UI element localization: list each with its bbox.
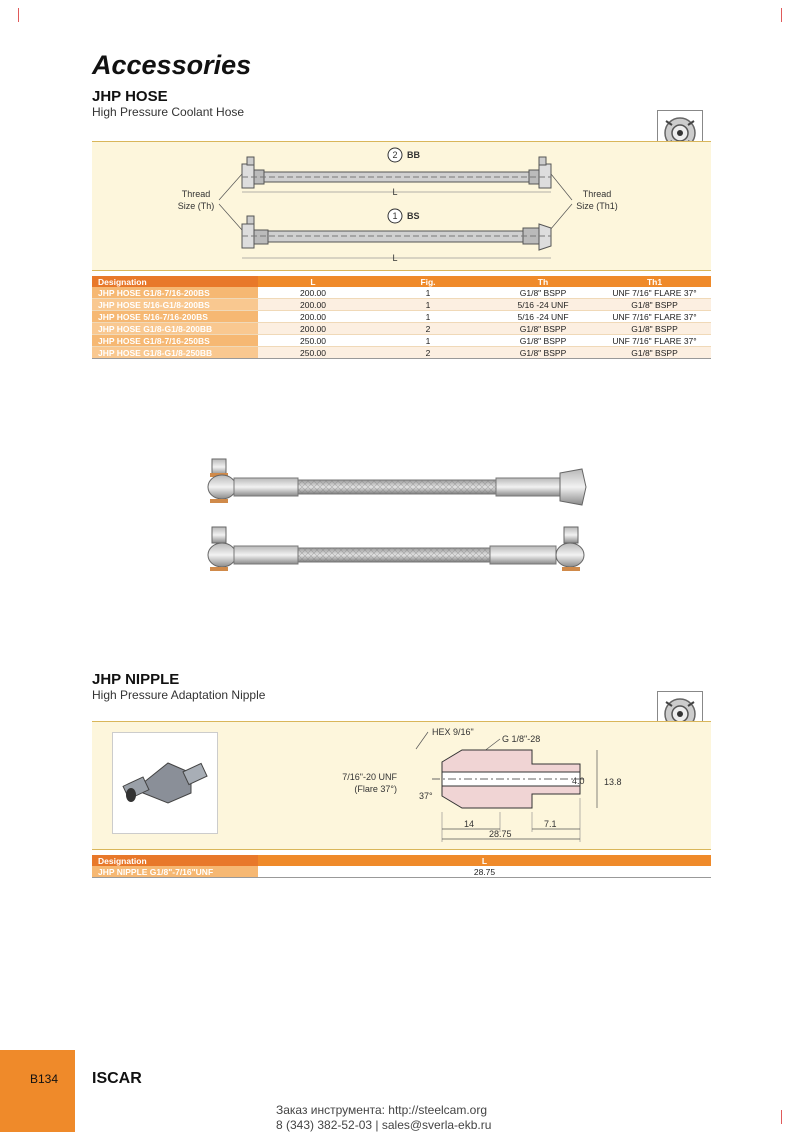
row-designation: JHP HOSE G1/8-7/16-200BS [92, 287, 258, 299]
fig-2-number: 2 [392, 150, 398, 160]
bore-dim: 4.0 [572, 776, 585, 786]
nipple-section-subtitle: High Pressure Adaptation Nipple [92, 688, 266, 702]
row-th: G1/8" BSPP [488, 347, 598, 359]
hex-height-dim: 13.8 [604, 777, 622, 787]
page-number-tab [0, 1050, 75, 1132]
table-row [92, 335, 711, 347]
col-th: Th [488, 276, 598, 287]
row-fig: 2 [368, 347, 488, 359]
col-th1: Th1 [598, 276, 711, 287]
crop-mark [781, 8, 782, 22]
hose-technical-drawing [92, 142, 711, 270]
fig-1-code: BS [407, 211, 420, 221]
hex-label: HEX 9/16" [432, 727, 474, 737]
row-th1: G1/8" BSPP [598, 299, 711, 311]
row-length: 250.00 [258, 335, 368, 347]
thread-right-line2: Size (Th1) [576, 201, 618, 211]
table-row [92, 323, 711, 335]
row-fig: 1 [368, 287, 488, 299]
thread-right-line1: Thread [582, 189, 612, 199]
table-row [92, 287, 711, 299]
table-row [92, 311, 711, 323]
thread-left-line1: Thread [181, 189, 211, 199]
col-designation: Designation [92, 276, 258, 287]
row-th1: UNF 7/16" FLARE 37° [598, 311, 711, 323]
dim-7: 7.1 [544, 819, 557, 829]
dim-14: 14 [464, 819, 475, 829]
row-th: 5/16 -24 UNF [488, 299, 598, 311]
fig-1-length-label: L [392, 253, 398, 263]
row-length: 200.00 [258, 323, 368, 335]
row-designation: JHP HOSE G1/8-7/16-250BS [92, 335, 258, 347]
table-row [92, 347, 711, 359]
row-fig: 1 [368, 299, 488, 311]
row-fig: 1 [368, 311, 488, 323]
thread-left-line2: Size (Th) [177, 201, 215, 211]
crop-mark [18, 8, 19, 22]
hose-drawing-panel [92, 141, 711, 271]
col-length: L [258, 855, 711, 866]
page-title: Accessories [92, 50, 252, 80]
nipple-section-title: JHP NIPPLE [92, 671, 180, 688]
hose-section-subtitle: High Pressure Coolant Hose [92, 105, 245, 119]
nipple-technical-drawing [232, 722, 702, 849]
footer-contact-line: 8 (343) 382-52-03 | sales@sverla-ekb.ru [276, 1118, 492, 1132]
col-designation: Designation [92, 855, 258, 866]
table-row [92, 866, 711, 878]
row-designation: JHP HOSE G1/8-G1/8-250BB [92, 347, 258, 359]
nipple-product-photo [112, 732, 218, 834]
row-length: 200.00 [258, 311, 368, 323]
row-th: G1/8" BSPP [488, 335, 598, 347]
fig-2-length-label: L [392, 187, 398, 197]
row-length: 28.75 [258, 866, 711, 878]
row-length: 200.00 [258, 299, 368, 311]
nipple-drawing-panel [92, 721, 711, 850]
fig-1-number: 1 [392, 211, 398, 221]
hose-spec-table [92, 276, 711, 359]
row-fig: 1 [368, 335, 488, 347]
row-designation: JHP NIPPLE G1/8"-7/16"UNF [92, 866, 258, 878]
brand-logo: ISCAR [92, 1070, 142, 1087]
row-th: G1/8" BSPP [488, 323, 598, 335]
row-th1: UNF 7/16" FLARE 37° [598, 287, 711, 299]
unf-label-line1: 7/16"-20 UNF [342, 772, 397, 782]
row-th: G1/8" BSPP [488, 287, 598, 299]
row-fig: 2 [368, 323, 488, 335]
table-row [92, 299, 711, 311]
row-th1: G1/8" BSPP [598, 323, 711, 335]
row-th1: G1/8" BSPP [598, 347, 711, 359]
row-th1: UNF 7/16" FLARE 37° [598, 335, 711, 347]
angle-label: 37° [419, 791, 433, 801]
row-designation: JHP HOSE 5/16-7/16-200BS [92, 311, 258, 323]
col-length: L [258, 276, 368, 287]
footer-order-line: Заказ инструмента: http://steelcam.org [276, 1103, 488, 1117]
col-fig: Fig. [368, 276, 488, 287]
row-th: 5/16 -24 UNF [488, 311, 598, 323]
row-designation: JHP HOSE 5/16-G1/8-200BS [92, 299, 258, 311]
hose-product-photo [200, 445, 610, 595]
dim-total: 28.75 [489, 829, 512, 839]
hose-section-title: JHP HOSE [92, 88, 168, 105]
row-length: 250.00 [258, 347, 368, 359]
g-thread-label: G 1/8"-28 [502, 734, 541, 744]
fig-2-code: BB [407, 150, 420, 160]
row-length: 200.00 [258, 287, 368, 299]
unf-label-line2: (Flare 37°) [354, 784, 397, 794]
row-designation: JHP HOSE G1/8-G1/8-200BB [92, 323, 258, 335]
page-number: B134 [30, 1072, 59, 1086]
crop-mark [781, 1110, 782, 1124]
nipple-spec-table [92, 855, 711, 878]
